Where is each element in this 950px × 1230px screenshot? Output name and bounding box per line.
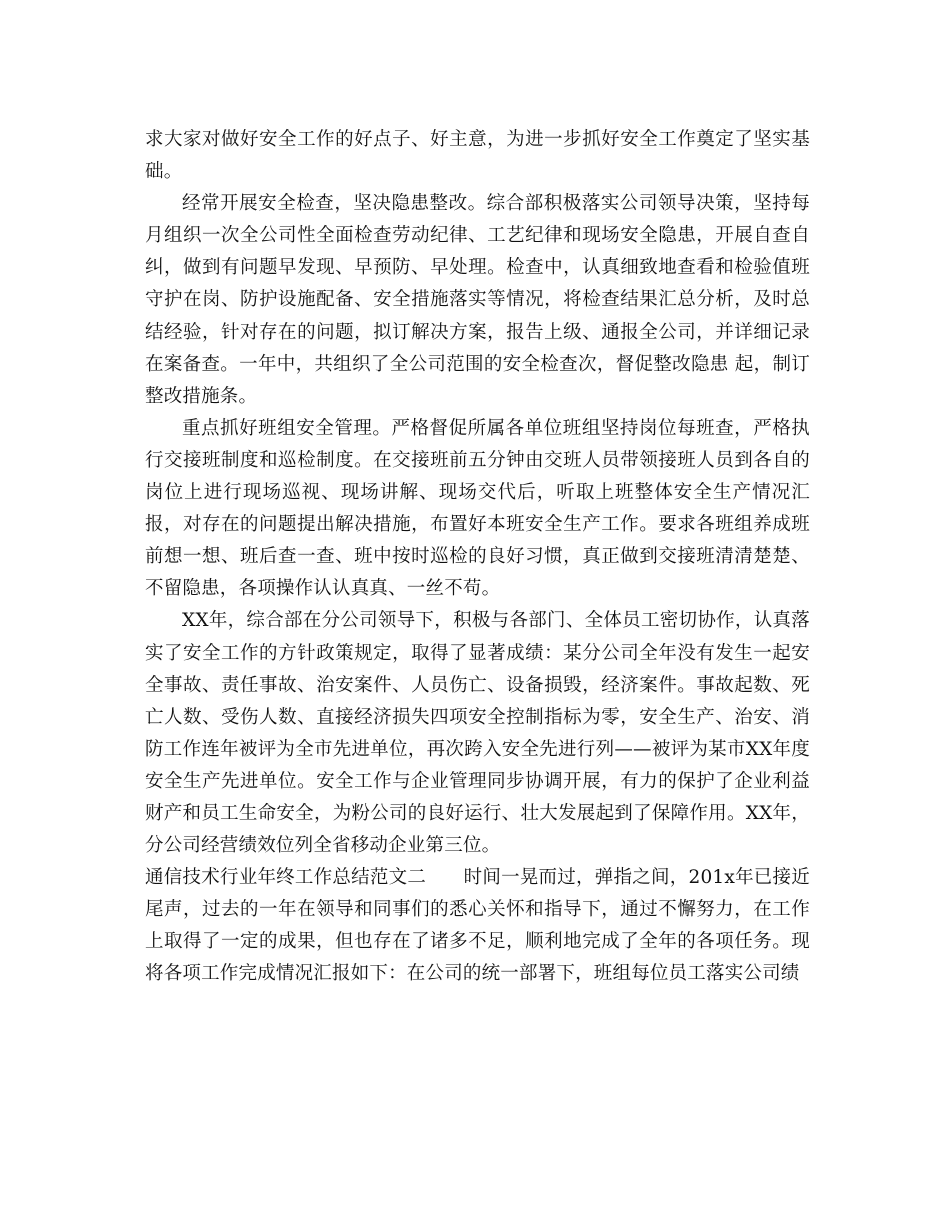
paragraph-team-management: 重点抓好班组安全管理。严格督促所属各单位班组坚持岗位每班查，严格执行交接班制度和巡检制度。在交接班前五分钟由交班人员带领接班人员到各自的岗位上进行现场巡视、现场讲解、现场交代后，听取上班整体安全生产情况汇报，对存在的问题提出解决措施，布置好本班安全生产工作。要求各班组养成班前想一想、班后查一查、班中按时巡检的良好习惯，真正做到交接班清清楚楚、不留隐患，各项操作认认真真、一丝不苟。 (145, 417, 810, 600)
paragraph-sample-two: 通信技术行业年终工作总结范文二 时间一晃而过，弹指之间，201x年已接近尾声，过去的一年在领导和同事们的悉心关怀和指导下，通过不懈努力，在工作上取得了一定的成果，但也存在了诸多不足，顺利地完成了全年的各项任务。现将各项工作完成情况汇报如下：在公司的统一部署下，班组每位员工落实公司绩 (145, 867, 810, 985)
document-body (145, 124, 810, 991)
paragraph-continuation: 求大家对做好安全工作的好点子、好主意，为进一步抓好安全工作奠定了坚实基础。 (145, 129, 810, 183)
paragraph-safety-inspection: 经常开展安全检查，坚决隐患整改。综合部积极落实公司领导决策，坚持每月组织一次全公司性全面检查劳动纪律、工艺纪律和现场安全隐患，开展自查自纠，做到有问题早发现、早预防、早处理。检查中，认真细致地查看和检验值班守护在岗、防护设施配备、安全措施落实等情况，将检查结果汇总分析，及时总结经验，针对存在的问题，拟订解决方案，报告上级、通报全公司，并详细记录在案备查。一年中，共组织了全公司范围的安全检查次，督促整改隐患 起，制订整改措施条。 (145, 193, 810, 407)
paragraph-annual-results: XX年，综合部在分公司领导下，积极与各部门、全体员工密切协作，认真落实了安全工作的方针政策规定，取得了显著成绩：某分公司全年没有发生一起安全事故、责任事故、治安案件、人员伤亡、设备损毁，经济案件。事故起数、死亡人数、受伤人数、直接经济损失四项安全控制指标为零，安全生产、治安、消防工作连年被评为全市先进单位，再次跨入安全先进行列——被评为某市XX年度安全生产先进单位。安全工作与企业管理同步协调开展，有力的保护了企业利益财产和员工生命安全，为粉公司的良好运行、壮大发展起到了保障作用。XX年，分公司经营绩效位列全省移动企业第三位。 (145, 610, 810, 857)
